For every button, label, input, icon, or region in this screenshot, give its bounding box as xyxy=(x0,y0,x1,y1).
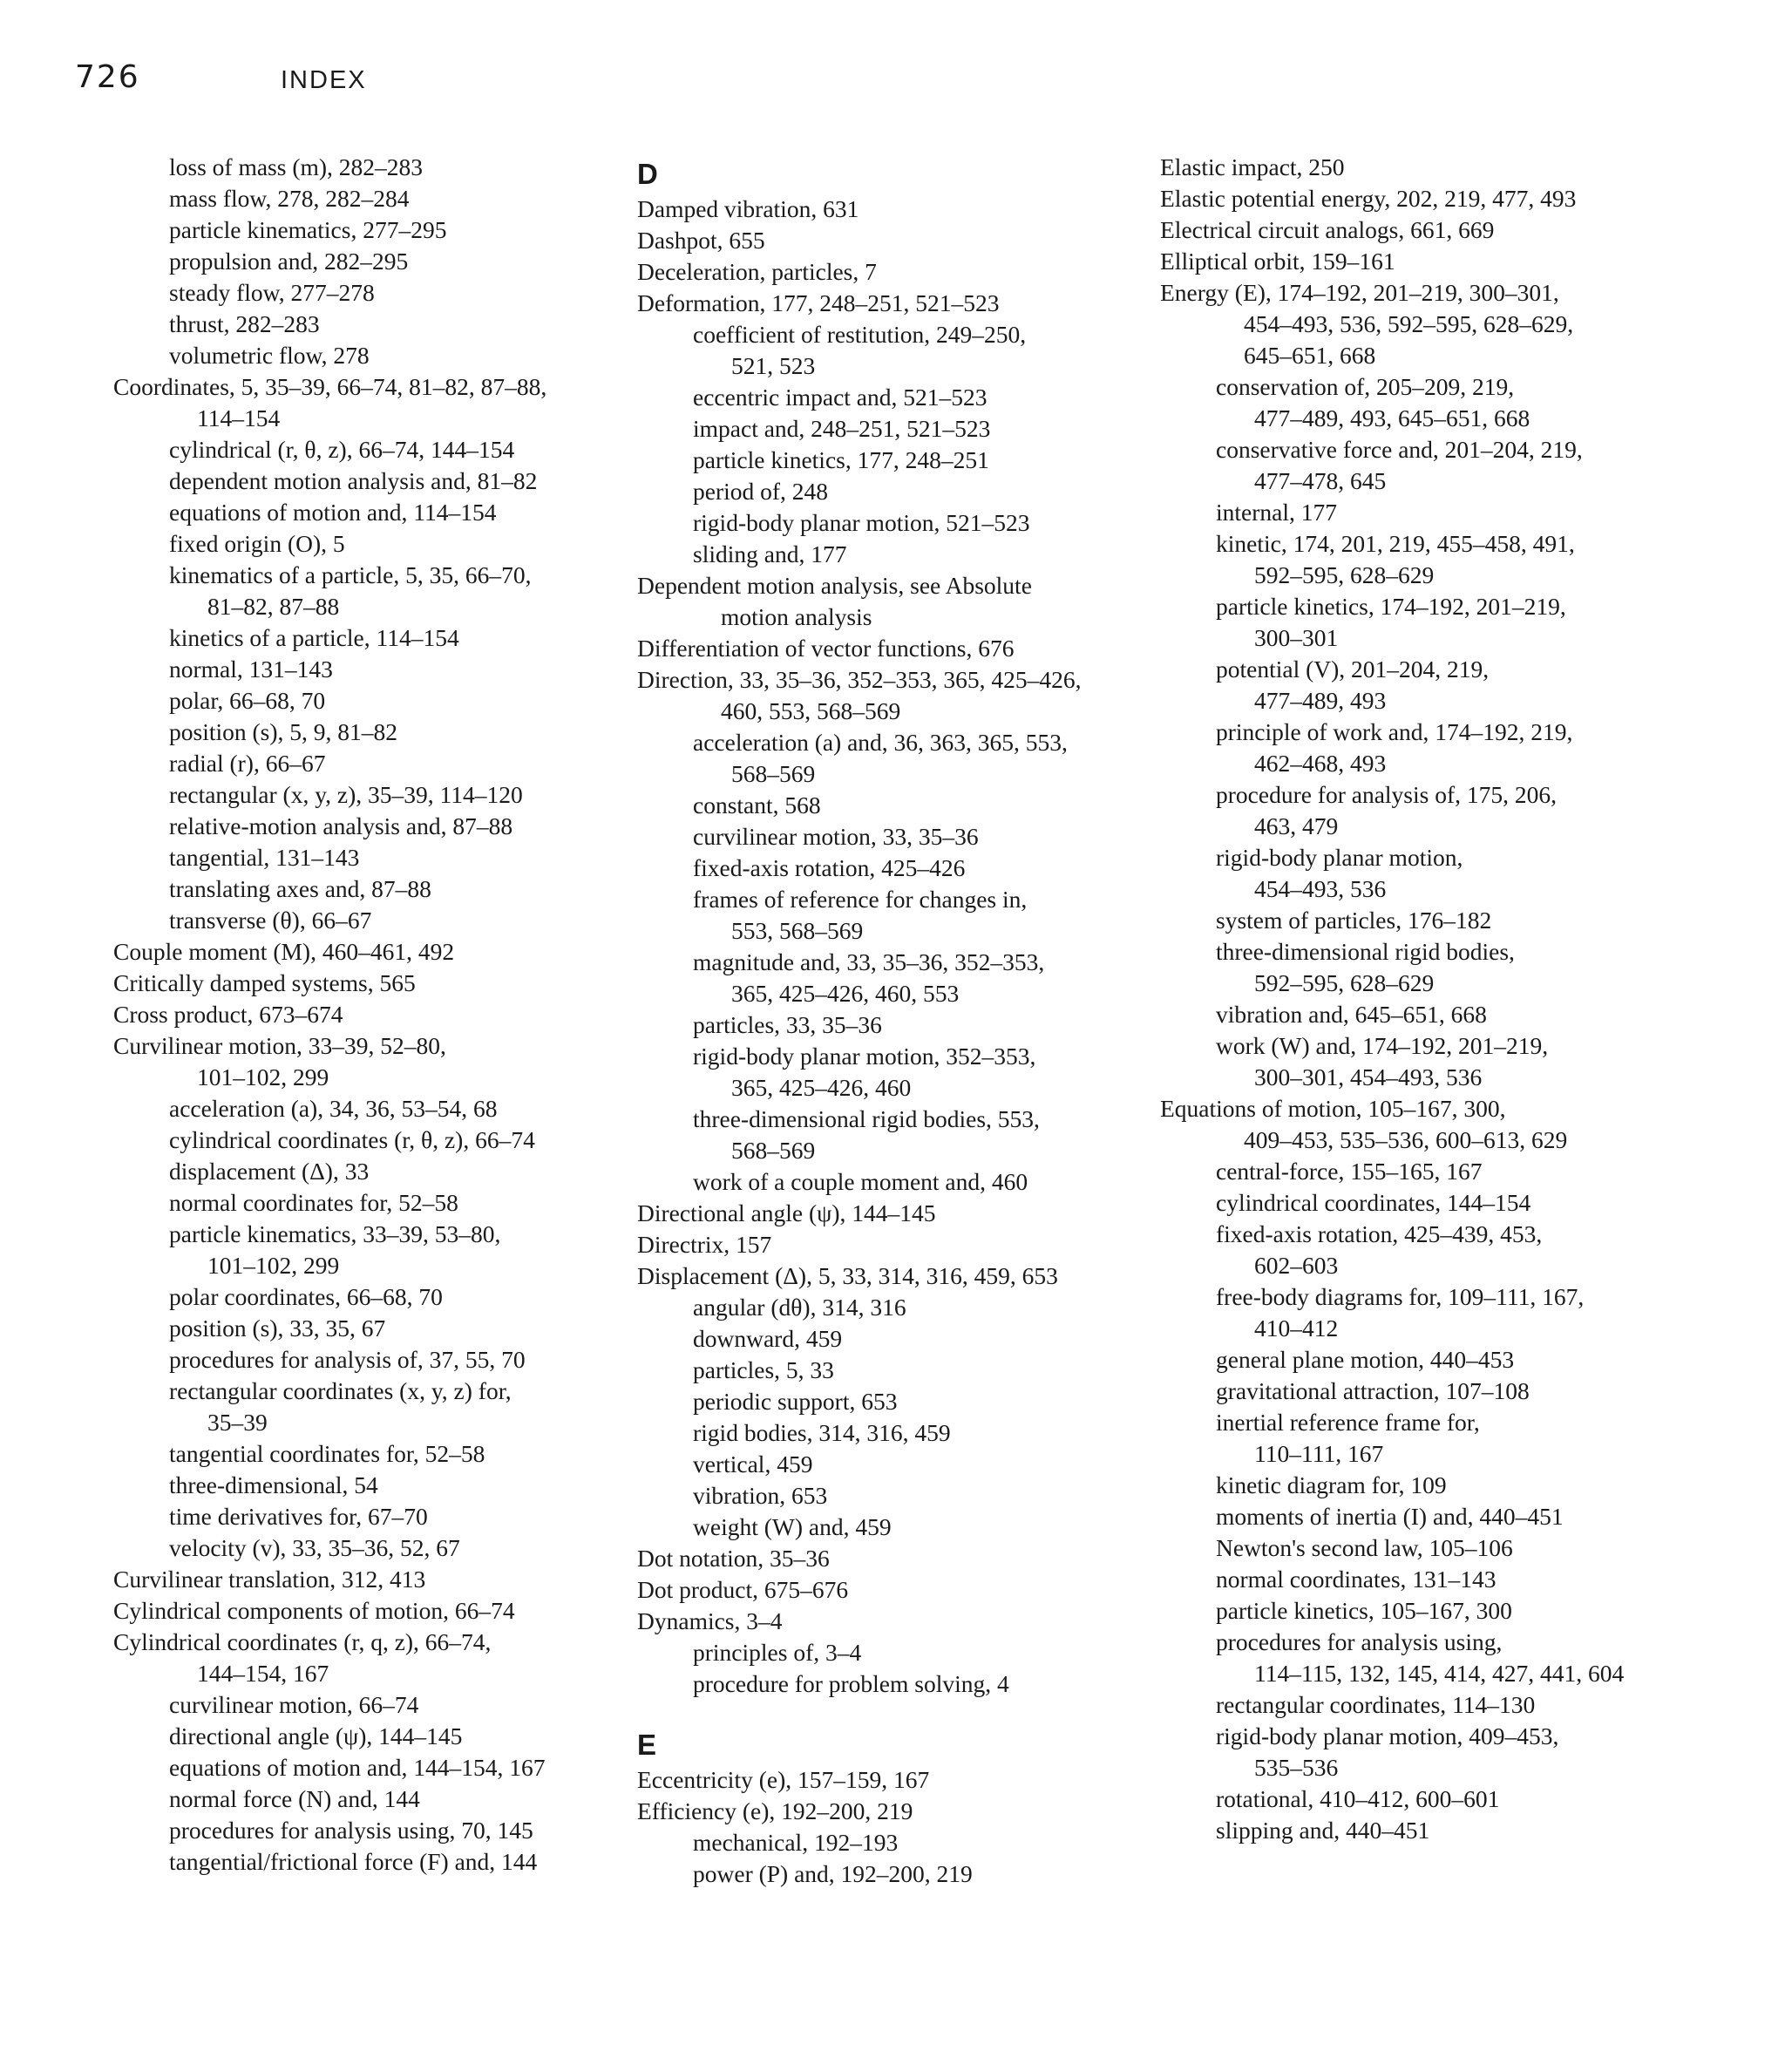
index-subentry: cylindrical coordinates, 144–154 xyxy=(1216,1189,1531,1216)
index-entry-continuation: 521, 523 xyxy=(731,352,816,379)
index-subentry: constant, 568 xyxy=(693,791,821,819)
index-subentry: slipping and, 440–451 xyxy=(1216,1817,1430,1844)
index-subentry: system of particles, 176–182 xyxy=(1216,907,1492,934)
index-subentry: principle of work and, 174–192, 219, xyxy=(1216,718,1573,745)
index-subentry: procedures for analysis using, 70, 145 xyxy=(169,1817,533,1844)
index-subentry: impact and, 248–251, 521–523 xyxy=(693,415,991,442)
index-subentry: curvilinear motion, 33, 35–36 xyxy=(693,823,979,850)
index-subentry: normal force (N) and, 144 xyxy=(169,1785,420,1812)
index-entry-continuation: 454–493, 536, 592–595, 628–629, xyxy=(1244,310,1574,337)
index-entry-continuation: 365, 425–426, 460 xyxy=(731,1074,912,1101)
index-subentry: sliding and, 177 xyxy=(693,540,847,567)
index-subentry: particles, 5, 33 xyxy=(693,1356,834,1383)
index-entry-continuation: 553, 568–569 xyxy=(731,917,864,944)
index-subentry: kinetic diagram for, 109 xyxy=(1216,1471,1447,1498)
index-subentry: rectangular coordinates, 114–130 xyxy=(1216,1691,1536,1718)
index-entry-continuation: 114–115, 132, 145, 414, 427, 441, 604 xyxy=(1254,1660,1625,1687)
index-entry-continuation: 535–536 xyxy=(1254,1754,1339,1781)
index-subentry: procedure for problem solving, 4 xyxy=(693,1670,1009,1697)
index-subentry: particle kinetics, 105–167, 300 xyxy=(1216,1597,1512,1624)
index-subentry: propulsion and, 282–295 xyxy=(169,248,409,275)
index-subentry: conservative force and, 201–204, 219, xyxy=(1216,436,1583,463)
index-letter-heading: D xyxy=(637,158,658,190)
index-subentry: power (P) and, 192–200, 219 xyxy=(693,1860,973,1887)
index-column-3 xyxy=(1160,152,1683,1846)
index-subentry: period of, 248 xyxy=(693,478,829,505)
index-entry: Eccentricity (e), 157–159, 167 xyxy=(637,1766,930,1793)
index-subentry: work of a couple moment and, 460 xyxy=(693,1168,1028,1195)
index-entry-continuation: 568–569 xyxy=(731,760,816,787)
running-head xyxy=(75,59,367,103)
index-entry-continuation: 410–412 xyxy=(1254,1315,1339,1342)
index-subentry: eccentric impact and, 521–523 xyxy=(693,384,988,411)
index-subentry: weight (W) and, 459 xyxy=(693,1513,892,1540)
index-subentry: gravitational attraction, 107–108 xyxy=(1216,1377,1530,1404)
index-subentry: internal, 177 xyxy=(1216,499,1337,526)
index-subentry: relative-motion analysis and, 87–88 xyxy=(169,812,513,839)
index-entry: Equations of motion, 105–167, 300, xyxy=(1160,1095,1506,1122)
index-entry-continuation: 144–154, 167 xyxy=(197,1660,329,1687)
index-entry-continuation: 101–102, 299 xyxy=(207,1252,340,1279)
index-subentry: time derivatives for, 67–70 xyxy=(169,1503,428,1530)
index-entry: Cylindrical coordinates (r, q, z), 66–74, xyxy=(113,1628,492,1655)
index-subentry: three-dimensional rigid bodies, 553, xyxy=(693,1105,1040,1132)
index-subentry: particle kinetics, 174–192, 201–219, xyxy=(1216,593,1566,620)
index-entry: Directrix, 157 xyxy=(637,1231,772,1258)
index-subentry: kinetic, 174, 201, 219, 455–458, 491, xyxy=(1216,530,1575,557)
index-subentry: kinetics of a particle, 114–154 xyxy=(169,624,459,651)
index-subentry: equations of motion and, 144–154, 167 xyxy=(169,1754,546,1781)
index-entry-continuation: 300–301, 454–493, 536 xyxy=(1254,1063,1483,1090)
index-subentry: moments of inertia (I) and, 440–451 xyxy=(1216,1503,1564,1530)
index-entry-continuation: 454–493, 536 xyxy=(1254,875,1387,902)
index-subentry: rigid bodies, 314, 316, 459 xyxy=(693,1419,951,1446)
index-subentry: displacement (Δ), 33 xyxy=(169,1158,370,1185)
index-subentry: polar coordinates, 66–68, 70 xyxy=(169,1283,443,1310)
index-subentry: mechanical, 192–193 xyxy=(693,1829,899,1856)
index-subentry: volumetric flow, 278 xyxy=(169,342,370,369)
index-column-1 xyxy=(113,152,601,1878)
index-entry-continuation: 300–301 xyxy=(1254,624,1339,651)
index-subentry: loss of mass (m), 282–283 xyxy=(169,153,424,180)
index-subentry: potential (V), 201–204, 219, xyxy=(1216,656,1490,683)
index-subentry: mass flow, 278, 282–284 xyxy=(169,185,410,212)
index-entry: Electrical circuit analogs, 661, 669 xyxy=(1160,216,1495,243)
index-column-2 xyxy=(637,152,1143,1890)
index-subentry: general plane motion, 440–453 xyxy=(1216,1346,1515,1373)
index-entry: Dynamics, 3–4 xyxy=(637,1607,783,1634)
index-entry-continuation: 409–453, 535–536, 600–613, 629 xyxy=(1244,1126,1568,1153)
index-entry-continuation: 110–111, 167 xyxy=(1254,1440,1384,1467)
index-entry: Damped vibration, 631 xyxy=(637,195,859,222)
index-entry: Deceleration, particles, 7 xyxy=(637,258,877,285)
index-entry-continuation: 462–468, 493 xyxy=(1254,750,1387,777)
index-subentry: vibration and, 645–651, 668 xyxy=(1216,1001,1487,1028)
index-subentry: directional angle (ψ), 144–145 xyxy=(169,1722,463,1749)
index-subentry: normal, 131–143 xyxy=(169,656,333,683)
index-entry: Direction, 33, 35–36, 352–353, 365, 425–426, xyxy=(637,666,1082,693)
index-subentry: inertial reference frame for, xyxy=(1216,1409,1480,1436)
index-subentry: coefficient of restitution, 249–250, xyxy=(693,321,1027,348)
index-subentry: transverse (θ), 66–67 xyxy=(169,907,372,934)
index-subentry: polar, 66–68, 70 xyxy=(169,687,326,714)
index-entry: Curvilinear motion, 33–39, 52–80, xyxy=(113,1032,446,1059)
index-subentry: translating axes and, 87–88 xyxy=(169,875,431,902)
index-entry: Dot product, 675–676 xyxy=(637,1576,849,1603)
index-subentry: procedures for analysis of, 37, 55, 70 xyxy=(169,1346,526,1373)
index-subentry: work (W) and, 174–192, 201–219, xyxy=(1216,1032,1549,1059)
index-entry-continuation: 477–489, 493 xyxy=(1254,687,1387,714)
index-entry-continuation: 460, 553, 568–569 xyxy=(721,697,901,724)
index-entry: Energy (E), 174–192, 201–219, 300–301, xyxy=(1160,279,1559,306)
index-entry: Couple moment (M), 460–461, 492 xyxy=(113,938,455,965)
index-subentry: equations of motion and, 114–154 xyxy=(169,499,497,526)
index-subentry: rigid-body planar motion, xyxy=(1216,844,1463,871)
index-entry: Elastic impact, 250 xyxy=(1160,153,1345,180)
index-entry-continuation: 592–595, 628–629 xyxy=(1254,969,1435,996)
index-subentry: normal coordinates for, 52–58 xyxy=(169,1189,458,1216)
index-subentry: conservation of, 205–209, 219, xyxy=(1216,373,1515,400)
index-subentry: cylindrical (r, θ, z), 66–74, 144–154 xyxy=(169,436,515,463)
index-subentry: three-dimensional rigid bodies, xyxy=(1216,938,1515,965)
index-entry-continuation: 645–651, 668 xyxy=(1244,342,1376,369)
index-entry: Coordinates, 5, 35–39, 66–74, 81–82, 87–88, xyxy=(113,373,547,400)
index-subentry: tangential coordinates for, 52–58 xyxy=(169,1440,485,1467)
index-entry: Dot notation, 35–36 xyxy=(637,1545,830,1572)
index-subentry: principles of, 3–4 xyxy=(693,1639,862,1666)
index-subentry: rigid-body planar motion, 352–353, xyxy=(693,1043,1036,1070)
index-subentry: procedure for analysis of, 175, 206, xyxy=(1216,781,1558,808)
index-subentry: radial (r), 66–67 xyxy=(169,750,326,777)
index-entry-continuation: 592–595, 628–629 xyxy=(1254,561,1435,588)
index-subentry: position (s), 5, 9, 81–82 xyxy=(169,718,398,745)
index-subentry: normal coordinates, 131–143 xyxy=(1216,1566,1497,1593)
index-entry-continuation: 568–569 xyxy=(731,1137,816,1164)
index-subentry: tangential, 131–143 xyxy=(169,844,360,871)
index-subentry: particle kinematics, 33–39, 53–80, xyxy=(169,1220,501,1247)
index-subentry: fixed-axis rotation, 425–439, 453, xyxy=(1216,1220,1543,1247)
running-title: INDEX xyxy=(281,66,367,94)
index-entry-continuation: motion analysis xyxy=(721,603,872,630)
index-subentry: downward, 459 xyxy=(693,1325,843,1352)
index-subentry: procedures for analysis using, xyxy=(1216,1628,1503,1655)
index-subentry: particle kinetics, 177, 248–251 xyxy=(693,446,989,473)
index-subentry: rectangular (x, y, z), 35–39, 114–120 xyxy=(169,781,523,808)
index-subentry: vertical, 459 xyxy=(693,1450,813,1478)
index-entry-continuation: 101–102, 299 xyxy=(197,1063,329,1090)
index-entry: Displacement (Δ), 5, 33, 314, 316, 459, 653 xyxy=(637,1262,1058,1289)
index-subentry: position (s), 33, 35, 67 xyxy=(169,1315,386,1342)
index-subentry: steady flow, 277–278 xyxy=(169,279,375,306)
index-subentry: rigid-body planar motion, 409–453, xyxy=(1216,1722,1559,1749)
index-entry: Elastic potential energy, 202, 219, 477, 493 xyxy=(1160,185,1577,212)
index-entry-continuation: 365, 425–426, 460, 553 xyxy=(731,980,960,1007)
index-entry-continuation: 602–603 xyxy=(1254,1252,1339,1279)
index-subentry: tangential/frictional force (F) and, 144 xyxy=(169,1848,538,1875)
index-subentry: acceleration (a) and, 36, 363, 365, 553, xyxy=(693,729,1068,756)
index-subentry: thrust, 282–283 xyxy=(169,310,320,337)
index-subentry: kinematics of a particle, 5, 35, 66–70, xyxy=(169,561,532,588)
index-subentry: frames of reference for changes in, xyxy=(693,886,1028,913)
index-subentry: curvilinear motion, 66–74 xyxy=(169,1691,419,1718)
index-subentry: magnitude and, 33, 35–36, 352–353, xyxy=(693,948,1045,975)
index-subentry: Newton's second law, 105–106 xyxy=(1216,1534,1513,1561)
index-subentry: angular (dθ), 314, 316 xyxy=(693,1294,906,1321)
index-entry-continuation: 114–154 xyxy=(197,404,281,431)
index-entry: Cross product, 673–674 xyxy=(113,1001,343,1028)
index-entry-continuation: 81–82, 87–88 xyxy=(207,593,340,620)
index-subentry: particles, 33, 35–36 xyxy=(693,1011,882,1038)
index-subentry: three-dimensional, 54 xyxy=(169,1471,378,1498)
index-entry-continuation: 35–39 xyxy=(207,1409,268,1436)
index-subentry: rigid-body planar motion, 521–523 xyxy=(693,509,1030,536)
index-subentry: vibration, 653 xyxy=(693,1482,828,1509)
index-entry: Efficiency (e), 192–200, 219 xyxy=(637,1797,913,1824)
index-entry: Elliptical orbit, 159–161 xyxy=(1160,248,1395,275)
index-entry: Curvilinear translation, 312, 413 xyxy=(113,1566,426,1593)
page-number: 726 xyxy=(75,59,140,95)
index-entry: Cylindrical components of motion, 66–74 xyxy=(113,1597,515,1624)
index-subentry: cylindrical coordinates (r, θ, z), 66–74 xyxy=(169,1126,535,1153)
index-entry-continuation: 463, 479 xyxy=(1254,812,1339,839)
index-subentry: free-body diagrams for, 109–111, 167, xyxy=(1216,1283,1585,1310)
index-subentry: fixed origin (O), 5 xyxy=(169,530,345,557)
index-entry-continuation: 477–478, 645 xyxy=(1254,467,1387,494)
index-entry: Differentiation of vector functions, 676 xyxy=(637,635,1015,662)
index-subentry: rectangular coordinates (x, y, z) for, xyxy=(169,1377,512,1404)
index-entry: Critically damped systems, 565 xyxy=(113,969,416,996)
index-letter-heading: E xyxy=(637,1729,657,1761)
index-entry: Directional angle (ψ), 144–145 xyxy=(637,1199,936,1226)
index-subentry: velocity (v), 33, 35–36, 52, 67 xyxy=(169,1534,460,1561)
index-subentry: central-force, 155–165, 167 xyxy=(1216,1158,1483,1185)
index-subentry: rotational, 410–412, 600–601 xyxy=(1216,1785,1500,1812)
index-entry-continuation: 477–489, 493, 645–651, 668 xyxy=(1254,404,1530,431)
index-subentry: periodic support, 653 xyxy=(693,1388,898,1415)
index-subentry: fixed-axis rotation, 425–426 xyxy=(693,854,966,881)
index-entry: Dependent motion analysis, see Absolute xyxy=(637,572,1032,599)
index-subentry: particle kinematics, 277–295 xyxy=(169,216,447,243)
index-entry: Deformation, 177, 248–251, 521–523 xyxy=(637,289,1000,316)
index-entry: Dashpot, 655 xyxy=(637,227,765,254)
index-subentry: dependent motion analysis and, 81–82 xyxy=(169,467,538,494)
index-subentry: acceleration (a), 34, 36, 53–54, 68 xyxy=(169,1095,498,1122)
